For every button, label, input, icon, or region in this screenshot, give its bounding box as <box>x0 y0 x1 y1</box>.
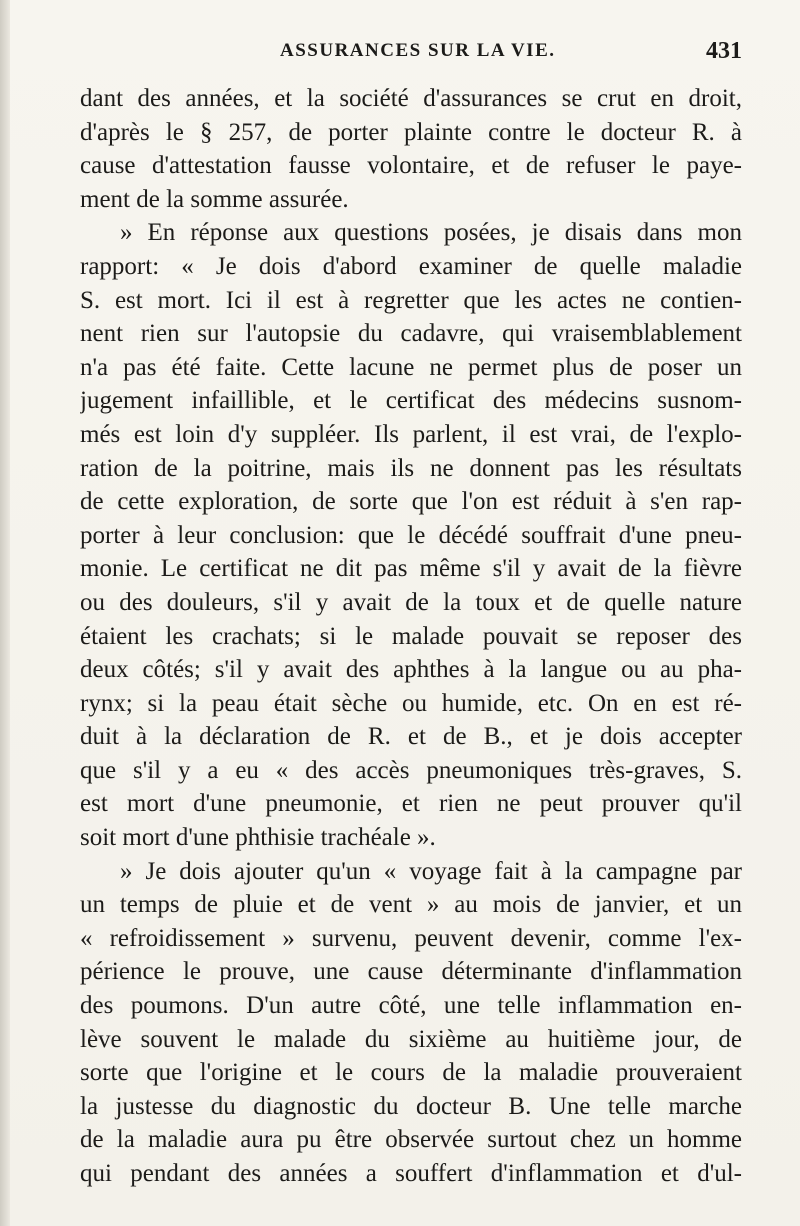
text-line: n'a pas été faite. Cette lacune ne permet plus de poser un <box>80 353 742 381</box>
body-text <box>80 82 742 1191</box>
text-line: jugement infaillible, et le certificat des médecins susnom- <box>80 387 742 415</box>
text-line: d'après le § 257, de porter plainte contre le docteur R. à <box>80 118 742 146</box>
text-line: porter à leur conclusion: que le décédé souffrait d'une pneu- <box>80 521 742 549</box>
text-line: ment de la somme assurée. <box>80 185 349 213</box>
text-line: rapport: « Je dois d'abord examiner de quelle maladie <box>80 252 742 280</box>
running-head: ASSURANCES SUR LA VIE. <box>280 40 556 61</box>
text-line: périence le prouve, une cause déterminante d'inflammation <box>80 958 742 986</box>
text-line: de cette exploration, de sorte que l'on est réduit à s'en rap- <box>80 488 742 516</box>
text-line: est mort d'une pneumonie, et rien ne peut prouver qu'il <box>80 790 742 818</box>
text-line: ou des douleurs, s'il y avait de la toux et de quelle nature <box>80 588 742 616</box>
text-line: étaient les crachats; si le malade pouvait se reposer des <box>80 622 742 650</box>
text-line: » Je dois ajouter qu'un « voyage fait à la campagne par <box>120 857 742 885</box>
text-line: dant des années, et la société d'assurances se crut en droit, <box>80 85 742 112</box>
text-line: un temps de pluie et de vent » au mois de janvier, et un <box>80 891 742 919</box>
text-line: qui pendant des années a souffert d'inflammation et d'ul- <box>80 1160 742 1187</box>
text-line: sorte que l'origine et le cours de la maladie prouveraient <box>80 1059 742 1087</box>
text-line: deux côtés; s'il y avait des aphthes à la langue ou au pha- <box>80 656 742 684</box>
text-line: » En réponse aux questions posées, je disais dans mon <box>120 219 742 247</box>
page-header <box>80 38 742 72</box>
page-number: 431 <box>706 38 742 64</box>
text-line: més est loin d'y suppléer. Ils parlent, il est vrai, de l'explo- <box>80 420 742 448</box>
text-line: de la maladie aura pu être observée surtout chez un homme <box>80 1126 742 1154</box>
text-line: rynx; si la peau était sèche ou humide, etc. On en est ré- <box>80 689 742 717</box>
text-line: monie. Le certificat ne dit pas même s'il y avait de la fièvre <box>80 555 742 583</box>
text-line: que s'il y a eu « des accès pneumoniques très-graves, S. <box>80 756 742 784</box>
text-line: S. est mort. Ici il est à regretter que les actes ne contien- <box>80 286 742 314</box>
text-line: ration de la poitrine, mais ils ne donnent pas les résultats <box>80 454 742 482</box>
text-line: des poumons. D'un autre côté, une telle inflammation en- <box>80 992 742 1020</box>
page-gutter-shadow <box>0 0 10 1226</box>
text-line: nent rien sur l'autopsie du cadavre, qui vraisemblablement <box>80 320 742 348</box>
text-line: soit mort d'une phthisie trachéale ». <box>80 824 436 852</box>
text-line: cause d'attestation fausse volontaire, et de refuser le paye- <box>80 152 742 180</box>
text-line: duit à la déclaration de R. et de B., et je dois accepter <box>80 723 742 751</box>
text-line: la justesse du diagnostic du docteur B. Une telle marche <box>80 1092 742 1120</box>
text-line: lève souvent le malade du sixième au huitième jour, de <box>80 1025 742 1053</box>
text-line: « refroidissement » survenu, peuvent devenir, comme l'ex- <box>80 924 742 952</box>
